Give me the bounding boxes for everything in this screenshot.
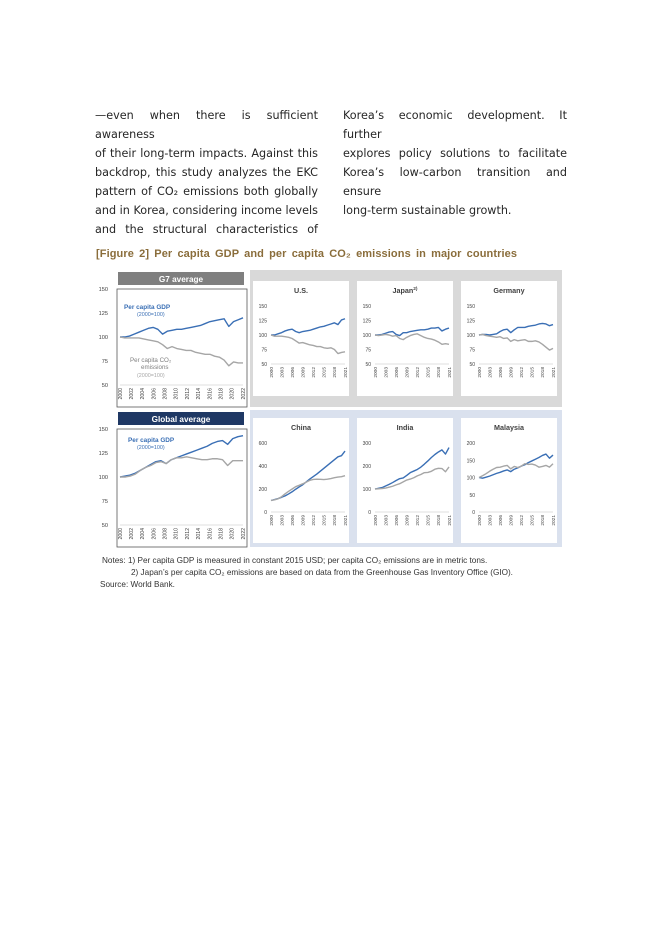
x-tick-label: 2012 — [416, 515, 422, 526]
y-tick-label: 50 — [469, 362, 475, 368]
x-tick-label: 2018 — [218, 528, 225, 540]
x-tick-label: 2000 — [477, 367, 483, 378]
figure-title: [Figure 2] Per capita GDP and per capita CO₂ emissions in major countries — [96, 248, 518, 260]
y-tick-label: 75 — [101, 359, 108, 365]
y-tick-label: 100 — [258, 333, 267, 339]
annotation-gdp-base: (2000=100) — [137, 312, 165, 318]
x-tick-label: 2014 — [196, 388, 203, 400]
x-tick-label: 2012 — [184, 388, 191, 400]
y-tick-label: 200 — [466, 441, 475, 447]
y-tick-label: 0 — [368, 510, 371, 516]
x-tick-label: 2018 — [218, 388, 225, 400]
chart-japan — [357, 281, 453, 396]
text-line: explores policy solutions to facilitate — [343, 147, 567, 160]
x-tick-label: 2000 — [117, 528, 124, 540]
x-tick-label: 2006 — [498, 515, 504, 526]
chart-title: Global average — [151, 414, 211, 424]
x-tick-label: 2003 — [384, 515, 390, 526]
text-line: Korea’s economic development. It further — [343, 109, 567, 141]
x-tick-label: 2000 — [373, 367, 379, 378]
annotation-gdp-base: (2000=100) — [137, 445, 165, 451]
y-tick-label: 300 — [362, 441, 371, 447]
x-tick-label: 2002 — [128, 528, 135, 540]
y-tick-label: 150 — [362, 304, 371, 310]
x-tick-label: 2018 — [541, 367, 547, 378]
x-tick-label: 2012 — [520, 367, 526, 378]
x-tick-label: 2021 — [343, 367, 349, 378]
x-tick-label: 2009 — [509, 515, 515, 526]
chart-china — [253, 418, 349, 543]
x-tick-label: 2014 — [196, 528, 203, 540]
x-tick-label: 2018 — [333, 367, 339, 378]
x-tick-label: 2018 — [541, 515, 547, 526]
y-tick-label: 75 — [365, 347, 371, 354]
y-tick-label: 50 — [261, 362, 267, 368]
y-tick-label: 125 — [466, 318, 475, 325]
chart-title: Germany — [493, 286, 525, 295]
chart-frame — [461, 281, 557, 396]
text-line: and the structural characteristics of — [95, 223, 318, 236]
text-line: pattern of CO₂ emissions both globally — [95, 185, 318, 198]
x-tick-label: 2016 — [207, 388, 214, 400]
x-tick-label: 2012 — [520, 515, 526, 526]
y-tick-label: 125 — [258, 318, 267, 325]
chart-title: Japan$^{2)}$ — [392, 286, 418, 295]
y-tick-label: 100 — [466, 475, 475, 482]
annotation-co2-base: (2000=100) — [137, 373, 165, 379]
x-tick-label: 2004 — [140, 528, 147, 540]
y-tick-label: 0 — [472, 510, 475, 516]
text-line: —even when there is sufficient awareness — [95, 109, 318, 141]
x-tick-label: 2006 — [394, 367, 400, 378]
x-tick-label: 2015 — [530, 515, 536, 526]
source-note: Source: World Bank. — [100, 580, 175, 589]
x-tick-label: 2022 — [240, 388, 247, 400]
x-tick-label: 2004 — [140, 388, 147, 400]
note-1: Notes: 1) Per capita GDP is measured in constant 2015 USD; per capita CO₂ emissions are in metric tons. — [102, 556, 488, 565]
x-tick-label: 2009 — [405, 515, 411, 526]
x-tick-label: 2000 — [269, 367, 275, 378]
chart-title: India — [396, 423, 414, 432]
x-tick-label: 2015 — [530, 367, 536, 378]
x-tick-label: 2021 — [551, 515, 557, 526]
chart-g7-average — [99, 272, 247, 407]
y-tick-label: 50 — [101, 383, 108, 389]
y-tick-label: 50 — [469, 492, 475, 499]
x-tick-label: 2021 — [447, 367, 453, 378]
y-tick-label: 150 — [466, 304, 475, 310]
annotation-co2-label-2: emissions — [141, 364, 169, 371]
body-text-right-column — [343, 106, 567, 220]
chart-u-s- — [253, 281, 349, 396]
y-tick-label: 400 — [258, 464, 267, 470]
x-tick-label: 2009 — [405, 367, 411, 378]
text-line: long-term sustainable growth. — [343, 204, 512, 217]
x-tick-label: 2000 — [373, 515, 379, 526]
y-tick-label: 100 — [466, 333, 475, 339]
annotation-co2-label: Per capita CO₂ — [130, 357, 172, 364]
chart-malaysia — [461, 418, 557, 543]
text-line: of their long-term impacts. Against this — [95, 147, 318, 160]
x-tick-label: 2010 — [173, 388, 180, 400]
y-tick-label: 100 — [98, 335, 108, 341]
chart-india — [357, 418, 453, 543]
annotation-gdp-label: Per capita GDP — [128, 437, 175, 444]
x-tick-label: 2012 — [312, 515, 318, 526]
y-tick-label: 0 — [264, 510, 267, 516]
y-tick-label: 75 — [261, 347, 267, 354]
y-tick-label: 75 — [101, 499, 108, 505]
y-tick-label: 100 — [362, 487, 371, 493]
x-tick-label: 2006 — [151, 388, 158, 400]
text-line: and in Korea, considering income levels — [95, 204, 318, 217]
x-tick-label: 2002 — [128, 388, 135, 400]
x-tick-label: 2020 — [229, 528, 236, 540]
x-tick-label: 2003 — [488, 515, 494, 526]
x-tick-label: 2000 — [117, 388, 124, 400]
chart-title: G7 average — [158, 274, 204, 284]
x-tick-label: 2006 — [290, 367, 296, 378]
y-tick-label: 150 — [98, 287, 108, 293]
body-text-left-column — [95, 106, 318, 239]
y-tick-label: 100 — [98, 475, 108, 481]
y-tick-label: 50 — [101, 523, 108, 529]
x-tick-label: 2000 — [477, 515, 483, 526]
note-2: 2) Japan’s per capita CO₂ emissions are based on data from the Greenhouse Gas Inventory Office (GIO). — [131, 568, 513, 577]
x-tick-label: 2015 — [426, 515, 432, 526]
y-tick-label: 125 — [98, 311, 108, 317]
y-tick-label: 125 — [362, 318, 371, 325]
x-tick-label: 2006 — [290, 515, 296, 526]
x-tick-label: 2003 — [280, 515, 286, 526]
x-tick-label: 2021 — [551, 367, 557, 378]
chart-title: China — [291, 423, 311, 432]
x-tick-label: 2010 — [173, 528, 180, 540]
x-tick-label: 2003 — [488, 367, 494, 378]
y-tick-label: 100 — [362, 333, 371, 339]
x-tick-label: 2003 — [280, 367, 286, 378]
x-tick-label: 2006 — [394, 515, 400, 526]
x-tick-label: 2022 — [240, 528, 247, 540]
y-tick-label: 125 — [98, 451, 108, 457]
x-tick-label: 2012 — [312, 367, 318, 378]
x-tick-label: 2021 — [343, 515, 349, 526]
x-tick-label: 2015 — [322, 367, 328, 378]
x-tick-label: 2018 — [333, 515, 339, 526]
x-tick-label: 2003 — [384, 367, 390, 378]
chart-germany — [461, 281, 557, 396]
text-line: Korea’s low-carbon transition and ensure — [343, 166, 567, 198]
x-tick-label: 2012 — [184, 528, 191, 540]
x-tick-label: 2021 — [447, 515, 453, 526]
x-tick-label: 2000 — [269, 515, 275, 526]
y-tick-label: 200 — [362, 464, 371, 470]
x-tick-label: 2018 — [437, 515, 443, 526]
figure-charts — [95, 270, 565, 550]
y-tick-label: 600 — [258, 441, 267, 447]
x-tick-label: 2012 — [416, 367, 422, 378]
y-tick-label: 200 — [258, 487, 267, 493]
chart-global-average — [99, 412, 247, 547]
chart-title: Malaysia — [494, 423, 524, 432]
y-tick-label: 75 — [469, 347, 475, 354]
y-tick-label: 150 — [258, 304, 267, 310]
x-tick-label: 2009 — [301, 515, 307, 526]
x-tick-label: 2006 — [498, 367, 504, 378]
chart-title: U.S. — [294, 286, 308, 295]
x-tick-label: 2006 — [151, 528, 158, 540]
x-tick-label: 2020 — [229, 388, 236, 400]
x-tick-label: 2009 — [509, 367, 515, 378]
annotation-gdp-label: Per capita GDP — [124, 304, 171, 311]
y-tick-label: 150 — [466, 458, 475, 465]
x-tick-label: 2015 — [426, 367, 432, 378]
x-tick-label: 2009 — [301, 367, 307, 378]
x-tick-label: 2008 — [162, 388, 169, 400]
y-tick-label: 150 — [98, 427, 108, 433]
x-tick-label: 2018 — [437, 367, 443, 378]
x-tick-label: 2008 — [162, 528, 169, 540]
y-tick-label: 50 — [365, 362, 371, 368]
x-tick-label: 2015 — [322, 515, 328, 526]
x-tick-label: 2016 — [207, 528, 214, 540]
chart-frame — [253, 281, 349, 396]
text-line: backdrop, this study analyzes the EKC — [95, 166, 318, 179]
figure-notes — [102, 555, 513, 591]
